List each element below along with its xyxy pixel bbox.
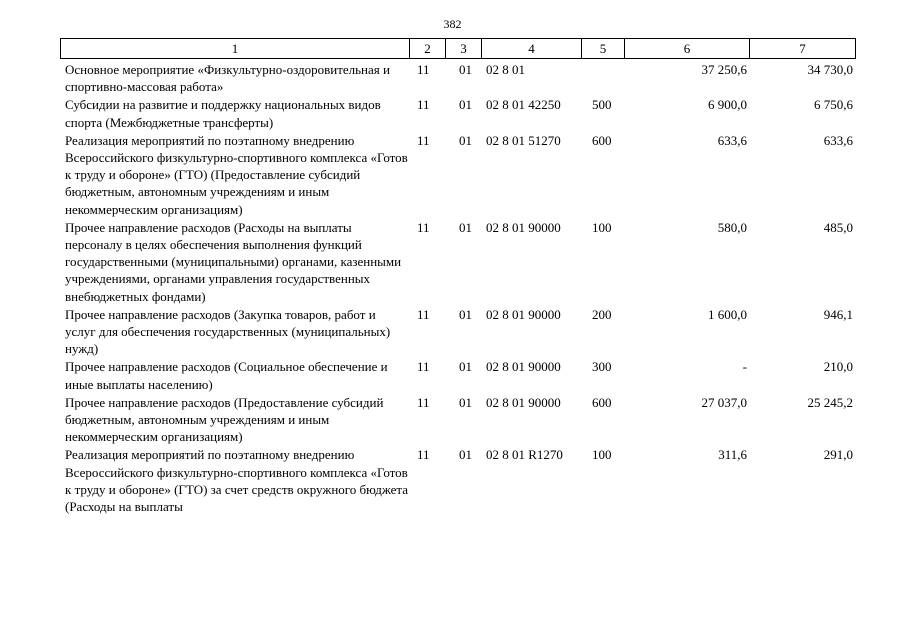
row-section: 11 [417, 62, 430, 77]
table-row [61, 96, 855, 131]
table-row [61, 219, 855, 306]
row-name: Прочее направление расходов (Социальное обеспечение и иные выплаты населению) [65, 359, 388, 392]
row-subsection: 01 [459, 219, 472, 235]
table-row [61, 358, 855, 393]
row-expense-type [581, 61, 624, 96]
row-expense-type: 300 [592, 359, 612, 375]
row-amount-col7: 946,1 [823, 306, 853, 322]
row-name: Прочее направление расходов (Расходы на выплаты персоналу в целях обеспечения выполнения функций государственными (муниципальными) органами, казенными учреждениями, органами управления государственных внебюджетных фондами) [65, 219, 402, 304]
column-header-7: 7 [750, 39, 856, 59]
table-row [61, 446, 855, 516]
table-row [61, 132, 855, 219]
row-subsection: 01 [459, 132, 472, 148]
row-target-article: 02 8 01 51270 [486, 132, 561, 148]
row-target-article: 02 8 01 90000 [486, 394, 561, 410]
row-subsection: 01 [459, 306, 472, 322]
row-expense-type: 200 [592, 306, 612, 322]
row-expense-type: 100 [592, 447, 612, 463]
row-target-article: 02 8 01 90000 [486, 219, 561, 235]
table-row [61, 306, 855, 359]
row-section: 11 [417, 359, 430, 375]
row-amount-col6: 580,0 [717, 219, 747, 235]
row-amount-col7: 485,0 [823, 219, 853, 235]
row-name: Реализация мероприятий по поэтапному внедрению Всероссийского физкультурно-спортивного комплекса «Готов к труду и обороне» (ГТО) за счет средств окружного бюджета (Расходы на выплаты [65, 447, 409, 515]
column-header-3: 3 [446, 39, 482, 59]
row-target-article: 02 8 01 42250 [486, 97, 561, 113]
row-subsection: 01 [459, 97, 472, 113]
column-header-table [60, 38, 856, 59]
row-expense-type: 600 [592, 394, 612, 410]
budget-table [61, 61, 855, 516]
row-section: 11 [417, 97, 430, 113]
row-expense-type: 100 [592, 219, 612, 235]
row-section: 11 [417, 219, 430, 235]
row-name: Субсидии на развитие и поддержку национальных видов спорта (Межбюджетные трансферты) [65, 97, 381, 130]
row-amount-col7: 6 750,6 [814, 97, 853, 113]
row-subsection: 01 [459, 359, 472, 375]
row-name: Основное мероприятие «Физкультурно-оздоровительная и спортивно-массовая работа» [65, 62, 390, 95]
row-section: 11 [417, 132, 430, 148]
row-subsection: 01 [459, 447, 472, 463]
row-amount-col7: 291,0 [823, 447, 853, 463]
row-subsection: 01 [459, 62, 472, 77]
row-subsection: 01 [459, 394, 472, 410]
table-row [61, 61, 855, 96]
row-amount-col6: 1 600,0 [708, 306, 747, 322]
row-amount-col6: - [742, 359, 747, 375]
row-amount-col6: 6 900,0 [708, 97, 747, 113]
row-expense-type: 500 [592, 97, 612, 113]
column-header-6: 6 [625, 39, 750, 59]
column-header-5: 5 [582, 39, 625, 59]
row-target-article: 02 8 01 90000 [486, 306, 561, 322]
row-name: Прочее направление расходов (Закупка товаров, работ и услуг для обеспечения государственных (муниципальных) нужд) [65, 306, 391, 357]
row-amount-col6: 311,6 [718, 447, 747, 463]
row-amount-col6: 27 037,0 [701, 394, 747, 410]
column-header-row [61, 39, 856, 59]
row-amount-col6: 37 250,6 [701, 62, 747, 77]
row-section: 11 [417, 447, 430, 463]
row-name: Реализация мероприятий по поэтапному внедрению Всероссийского физкультурно-спортивного комплекса «Готов к труду и обороне» (ГТО) (Предоставление субсидий бюджетным, автономным учреждениям и иным некоммерческим организациям) [65, 132, 408, 217]
row-target-article: 02 8 01 90000 [486, 359, 561, 375]
page-number: 382 [443, 17, 462, 31]
column-header-4: 4 [482, 39, 582, 59]
row-target-article: 02 8 01 [486, 62, 525, 77]
row-name: Прочее направление расходов (Предоставление субсидий бюджетным, автономным учреждениям и иным некоммерческим организациям) [65, 394, 384, 445]
column-header-1: 1 [61, 39, 410, 59]
row-amount-col7: 34 730,0 [807, 62, 853, 77]
row-amount-col7: 210,0 [823, 359, 853, 375]
table-row [61, 394, 855, 447]
row-target-article: 02 8 01 R1270 [486, 447, 563, 463]
row-amount-col6: 633,6 [717, 132, 747, 148]
row-amount-col7: 633,6 [823, 132, 853, 148]
row-expense-type: 600 [592, 132, 612, 148]
row-section: 11 [417, 394, 430, 410]
row-section: 11 [417, 306, 430, 322]
column-header-2: 2 [410, 39, 446, 59]
row-amount-col7: 25 245,2 [807, 394, 853, 410]
